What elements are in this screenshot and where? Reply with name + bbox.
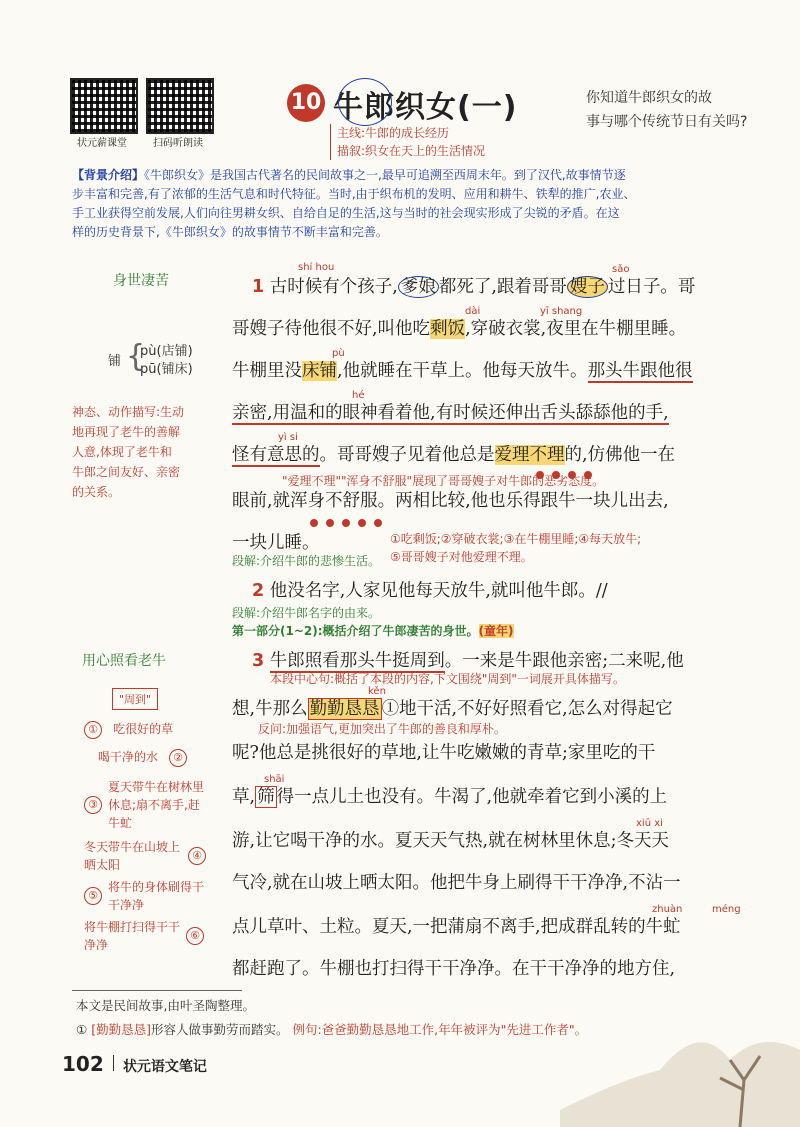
text: 。哥哥嫂子见着他总是 (319, 445, 495, 465)
text: 古时候有个孩子, (269, 277, 398, 297)
flow-text: 喝干净的水 (98, 750, 159, 764)
para1-line2 (232, 314, 686, 344)
section-head-hard-life: 身世凄苦 (113, 273, 169, 289)
side-note-line: 的关系。 (72, 485, 121, 499)
side-note-line: 地再现了老牛的善解 (72, 425, 181, 439)
flow-num-icon: ③ (84, 796, 102, 814)
circled-word: 爹娘 (398, 276, 439, 298)
qr-caption-reading: 扫码听朗读 (153, 138, 203, 149)
text: 草, (232, 787, 256, 807)
pinyin: zhuàn (652, 904, 683, 915)
flow-item-4 (84, 836, 224, 876)
lesson-title: 牛郎织女(一) (333, 90, 518, 125)
para2-analysis: 段解:介绍牛郎名字的由来。 (232, 606, 381, 620)
para3-line3 (232, 738, 655, 768)
book-title: 状元语文笔记 (122, 1059, 207, 1075)
flow-item-6 (84, 916, 224, 956)
text: ①地干活,不好好照看它,怎么对得起它 (381, 699, 673, 719)
care-flowchart (84, 718, 224, 956)
boxed-word: 勤勤恳恳 (309, 699, 380, 719)
pinyin: pù (332, 348, 345, 359)
para3-line7: 点儿草叶、土粒。夏天,一把蒲扇不离手,把成群乱转的牛虻 (232, 917, 681, 937)
pinyin: méng (712, 904, 741, 915)
para3-line8: 都赶跑了。牛棚也打扫得干干净净。在干干净净的地方住, (232, 959, 676, 979)
paragraph-number: 1 (252, 277, 265, 297)
main-line-note (330, 124, 485, 160)
flow-text: 将牛的身体刷得干干净净 (108, 880, 205, 912)
lead-question (586, 86, 747, 134)
polyphone-pu1: pù(店铺) (140, 344, 193, 359)
gloss-term: [勤勤恳恳] (91, 1022, 151, 1037)
para1-analysis: 段解:介绍牛郎的悲惨生活。 (232, 554, 381, 568)
rhetoric-note: 反问:加强语气,更加突出了牛郎的善良和厚朴。 (258, 722, 506, 736)
annotation-quote: "爱理不理""浑身不舒服"展现了哥哥嫂子对牛郎的恶劣态度。 (282, 474, 605, 488)
text: 牛棚里没 (232, 361, 302, 381)
underlined-text: 牛郎照看那头牛挺周到 (269, 651, 445, 671)
summary-line: ①吃剩饭;②穿破衣裳;③在牛棚里睡;④每天放牛; (390, 532, 642, 546)
flow-text: 夏天带牛在树林里休息;扇不离手,赶牛虻 (108, 780, 205, 830)
highlighted-word: 床铺 (302, 361, 337, 381)
para1-line1 (252, 272, 695, 302)
text: 得一点儿土也没有。牛渴了,他就牵着它到小溪的上 (276, 787, 668, 807)
underlined-text: 那头牛跟他很 (587, 361, 693, 381)
side-note-line: 神态、动作描写:生动 (72, 405, 185, 419)
underlined-text: ,用温和的眼神看着他,有时候还伸出舌头舔舔他的手, (267, 403, 669, 423)
qr-code-reading[interactable] (146, 78, 214, 134)
text: 他总是挑很好的草地,让牛吃嫩嫩的青草;家里吃的干 (258, 743, 656, 763)
pinyin: sǎo (612, 264, 630, 275)
text: 。两相比较,他也乐得跟牛一块儿出去, (377, 491, 669, 511)
decorative-tree-illustration (560, 990, 800, 1127)
text: 都死了,跟着哥哥 (438, 277, 567, 297)
para1-line6 (232, 486, 669, 516)
background-text-3: 手工业获得空前发展,人们向往男耕女织、自给自足的生活,这与当时的社会现实形成了尖锐的矛盾。在这 (72, 206, 620, 220)
background-label: 【背景介绍】 (72, 168, 145, 182)
text: 的,仿佛他一在 (564, 445, 676, 465)
summary-line: ⑤哥哥嫂子对他爱理不理。 (390, 550, 533, 564)
text: ,穿破衣裳,夜里在牛棚里睡。 (465, 319, 687, 339)
qr-code-classroom[interactable] (70, 78, 138, 134)
brace-icon: { (126, 339, 146, 374)
para1-line5 (232, 440, 675, 470)
para3-line4 (232, 782, 667, 812)
background-intro (72, 166, 762, 242)
para1-line3 (232, 356, 693, 386)
flow-num-icon: ① (84, 721, 102, 739)
flow-item-3 (84, 774, 224, 836)
side-note-line: 牛郎之间友好、亲密 (72, 465, 181, 479)
background-text-4: 样的历史背景下,《牛郎织女》的故事情节不断丰富和完善。 (72, 225, 388, 239)
main-line-text: 主线:牛郎的成长经历 (337, 126, 450, 140)
underlined-text: 怪有意思的 (232, 445, 320, 465)
page-number: 102 (62, 1052, 104, 1076)
flow-num-icon: ⑥ (186, 927, 204, 945)
footer-separator (113, 1055, 114, 1071)
text: ,他就睡在干草上。他每天放牛。 (337, 361, 588, 381)
gloss-example: 例句:爸爸勤勤恳恳地工作,年年被评为"先进工作者"。 (292, 1022, 588, 1037)
paragraph-number: 2 (252, 581, 265, 601)
para3-center-note: 本段中心句:概括了本段的内容,下文围绕"周到"一词展开具体描写。 (270, 672, 625, 686)
part-tag: (童年) (478, 624, 514, 638)
flow-item-5 (84, 876, 224, 916)
text: 呢? (232, 743, 259, 763)
side-note-ox-description (72, 402, 222, 502)
page-footer (62, 1052, 207, 1076)
paragraph-number: 3 (252, 651, 265, 671)
text: 他没名字,人家见他每天放牛,就叫他牛郎。// (269, 581, 608, 601)
para1-line7: 一块儿睡。 (232, 533, 320, 553)
flow-text: 将牛棚打扫得干干净净 (84, 920, 181, 952)
text: 哥嫂子待他很不好,叫他吃 (232, 319, 431, 339)
gloss-number: ① (76, 1022, 88, 1037)
para3-line5: 游,让它喝干净的水。夏天天气热,就在树林里休息;冬天天 (232, 831, 670, 851)
pinyin: xiū xi (636, 818, 663, 829)
flow-item-2 (84, 746, 224, 774)
pinyin: yī shang (540, 306, 583, 317)
polyphone-char: 铺 (108, 354, 122, 369)
dotted-word: 浑身不舒服 (290, 491, 378, 511)
gloss-definition: 形容人做事勤劳而踏实。 (150, 1022, 289, 1037)
highlighted-word: 爱理不理 (494, 445, 565, 465)
boxed-word: 筛 (257, 787, 275, 807)
para1-line4 (232, 398, 669, 428)
polyphone-pu2: pū(铺床) (140, 362, 193, 377)
pinyin: hé (352, 390, 365, 401)
pinyin: kěn (368, 686, 386, 697)
para3-line6: 气冷,就在山坡上晒太阳。他把牛身上刷得干干净净,不沾一 (232, 873, 681, 893)
describe-line-text: 描叙:织女在天上的生活情况 (337, 144, 486, 158)
pinyin: yì si (278, 432, 298, 443)
flow-num-icon: ④ (188, 847, 206, 865)
lead-question-line2: 事与哪个传统节日有关吗? (586, 114, 748, 130)
footnote-source: 本文是民间故事,由叶圣陶整理。 (76, 998, 255, 1013)
text: 眼前,就 (232, 491, 291, 511)
footnote-gloss (76, 1020, 587, 1038)
background-text-1: 《牛郎织女》是我国古代著名的民间故事之一,最早可追溯至西周末年。到了汉代,故事情节逐 (144, 168, 626, 182)
text: 。一来是牛跟他亲密;二来呢,他 (444, 651, 684, 671)
flow-text: 吃很好的草 (113, 722, 174, 736)
pinyin: shí hou (298, 262, 335, 273)
title-circle-mark (338, 78, 392, 126)
footnote-divider (72, 990, 242, 991)
flow-title: "周到" (112, 688, 158, 710)
hill-shape (560, 1042, 800, 1127)
flow-num-icon: ⑤ (84, 887, 102, 905)
flow-item-1 (84, 718, 224, 746)
flow-num-icon: ② (169, 749, 187, 767)
pinyin: shāi (264, 774, 285, 785)
highlighted-word: 剩饭 (430, 319, 466, 339)
side-note-line: 人意,体现了老牛和 (72, 445, 172, 459)
text: 第一部分(1~2):概括介绍了牛郎凄苦的身世。 (232, 624, 479, 638)
text: 想,牛那么 (232, 699, 308, 719)
lesson-number-badge: 10 (287, 84, 325, 122)
background-text-2: 步丰富和完善,有了浓郁的生活气息和时代特征。当时,由于织布机的发明、应用和耕牛、铁犁的推广,农业、 (72, 187, 636, 201)
para1-summary (390, 530, 641, 566)
qr-caption-classroom: 状元薪课堂 (77, 138, 127, 149)
underlined-text: 亲密 (232, 403, 267, 423)
flow-text: 冬天带牛在山坡上晒太阳 (84, 840, 181, 872)
section-head-care-ox: 用心照看老牛 (82, 653, 166, 669)
lead-question-line1: 你知道牛郎织女的故 (586, 90, 712, 106)
circled-word: 嫂子 (567, 276, 608, 298)
pinyin: dài (465, 306, 481, 317)
text: 过日子。哥 (607, 277, 696, 297)
part1-summary (232, 622, 514, 639)
para2-line (252, 576, 608, 606)
